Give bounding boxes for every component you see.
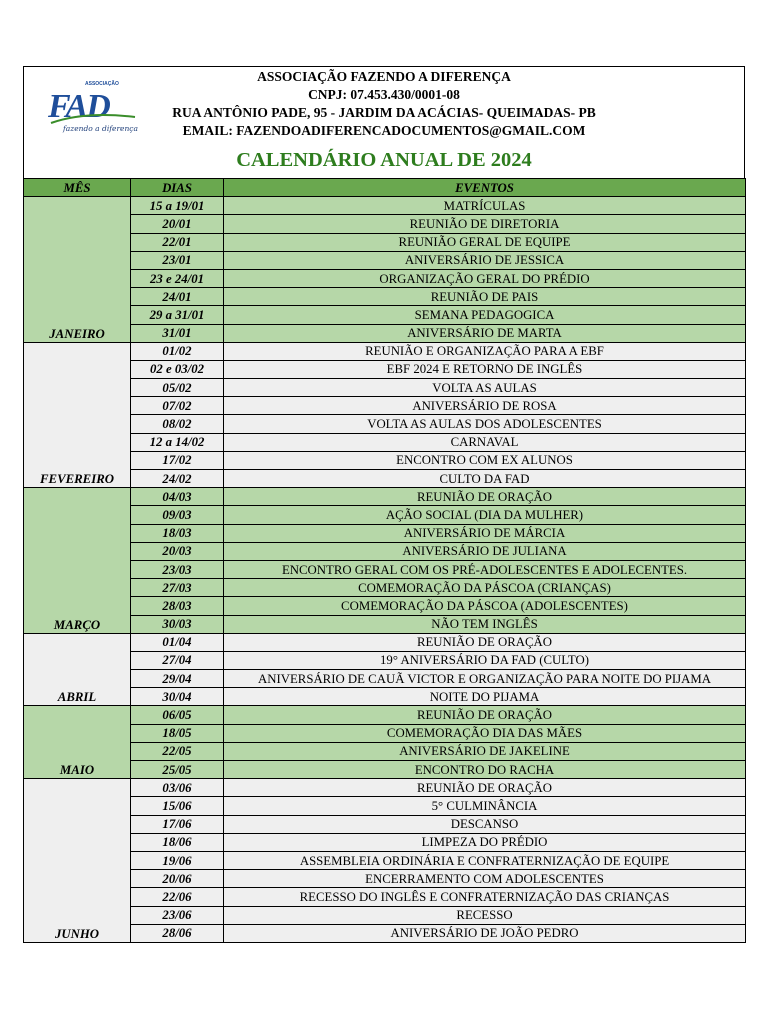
event-cell: ENCONTRO DO RACHA <box>224 761 746 779</box>
org-name: ASSOCIAÇÃO FAZENDO A DIFERENÇA <box>257 69 511 84</box>
table-row <box>24 688 746 706</box>
event-cell: ENCONTRO COM EX ALUNOS <box>224 451 746 469</box>
event-cell: REUNIÃO DE ORAÇÃO <box>224 779 746 797</box>
day-cell: 12 a 14/02 <box>131 433 224 451</box>
table-row <box>24 506 746 524</box>
event-cell: DESCANSO <box>224 815 746 833</box>
day-cell: 24/01 <box>131 288 224 306</box>
event-cell: COMEMORAÇÃO DA PÁSCOA (CRIANÇAS) <box>224 579 746 597</box>
event-cell: NÃO TEM INGLÊS <box>224 615 746 633</box>
day-cell: 20/01 <box>131 215 224 233</box>
column-header-events: EVENTOS <box>224 179 746 197</box>
day-cell: 22/06 <box>131 888 224 906</box>
day-cell: 05/02 <box>131 379 224 397</box>
table-row <box>24 742 746 760</box>
table-row <box>24 633 746 651</box>
day-cell: 17/02 <box>131 451 224 469</box>
table-row <box>24 706 746 724</box>
event-cell: REUNIÃO DE PAIS <box>224 288 746 306</box>
day-cell: 03/06 <box>131 779 224 797</box>
table-row <box>24 651 746 669</box>
table-row <box>24 233 746 251</box>
event-cell: ANIVERSÁRIO DE MÁRCIA <box>224 524 746 542</box>
event-cell: VOLTA AS AULAS DOS ADOLESCENTES <box>224 415 746 433</box>
event-cell: REUNIÃO E ORGANIZAÇÃO PARA A EBF <box>224 342 746 360</box>
day-cell: 20/03 <box>131 542 224 560</box>
day-cell: 17/06 <box>131 815 224 833</box>
org-address: RUA ANTÔNIO PADE, 95 - JARDIM DA ACÁCIAS- QUEIMADAS- PB <box>172 105 596 120</box>
table-row <box>24 324 746 342</box>
event-cell: ANIVERSÁRIO DE MARTA <box>224 324 746 342</box>
table-header-row <box>24 179 746 197</box>
month-cell: FEVEREIRO <box>24 342 131 488</box>
logo-tagline: fazendo a diferença <box>63 124 138 133</box>
event-cell: NOITE DO PIJAMA <box>224 688 746 706</box>
table-row <box>24 615 746 633</box>
event-cell: REUNIÃO DE DIRETORIA <box>224 215 746 233</box>
table-row <box>24 724 746 742</box>
day-cell: 18/06 <box>131 833 224 851</box>
event-cell: RECESSO DO INGLÊS E CONFRATERNIZAÇÃO DAS CRIANÇAS <box>224 888 746 906</box>
event-cell: REUNIÃO DE ORAÇÃO <box>224 633 746 651</box>
month-cell: MAIO <box>24 706 131 779</box>
table-row <box>24 524 746 542</box>
day-cell: 18/05 <box>131 724 224 742</box>
event-cell: SEMANA PEDAGOGICA <box>224 306 746 324</box>
page-title: CALENDÁRIO ANUAL DE 2024 <box>236 149 532 171</box>
logo-top-text: ASSOCIAÇÃO <box>85 81 119 87</box>
calendar-sheet <box>23 66 745 943</box>
month-cell: JUNHO <box>24 779 131 943</box>
day-cell: 23/06 <box>131 906 224 924</box>
day-cell: 18/03 <box>131 524 224 542</box>
table-row <box>24 906 746 924</box>
document-header <box>23 66 745 178</box>
event-cell: ANIVERSÁRIO DE JAKELINE <box>224 742 746 760</box>
column-header-days: DIAS <box>131 179 224 197</box>
table-row <box>24 397 746 415</box>
event-cell: REUNIÃO DE ORAÇÃO <box>224 706 746 724</box>
table-row <box>24 870 746 888</box>
event-cell: AÇÃO SOCIAL (DIA DA MULHER) <box>224 506 746 524</box>
table-row <box>24 797 746 815</box>
table-row <box>24 288 746 306</box>
day-cell: 01/04 <box>131 633 224 651</box>
month-cell: JANEIRO <box>24 197 131 343</box>
table-row <box>24 433 746 451</box>
day-cell: 22/05 <box>131 742 224 760</box>
event-cell: ASSEMBLEIA ORDINÁRIA E CONFRATERNIZAÇÃO DE EQUIPE <box>224 851 746 869</box>
day-cell: 02 e 03/02 <box>131 360 224 378</box>
org-cnpj: CNPJ: 07.453.430/0001-08 <box>308 87 460 102</box>
table-row <box>24 560 746 578</box>
day-cell: 25/05 <box>131 761 224 779</box>
day-cell: 28/06 <box>131 924 224 942</box>
day-cell: 09/03 <box>131 506 224 524</box>
table-row <box>24 451 746 469</box>
day-cell: 29/04 <box>131 670 224 688</box>
event-cell: ORGANIZAÇÃO GERAL DO PRÉDIO <box>224 269 746 287</box>
logo-main-text: FAD <box>48 88 109 125</box>
table-row <box>24 306 746 324</box>
day-cell: 24/02 <box>131 470 224 488</box>
day-cell: 29 a 31/01 <box>131 306 224 324</box>
event-cell: ENCONTRO GERAL COM OS PRÉ-ADOLESCENTES E ADOLECENTES. <box>224 560 746 578</box>
organization-info <box>24 68 744 140</box>
day-cell: 31/01 <box>131 324 224 342</box>
table-row <box>24 470 746 488</box>
table-row <box>24 815 746 833</box>
table-row <box>24 779 746 797</box>
event-cell: REUNIÃO GERAL DE EQUIPE <box>224 233 746 251</box>
table-row <box>24 542 746 560</box>
event-cell: COMEMORAÇÃO DA PÁSCOA (ADOLESCENTES) <box>224 597 746 615</box>
day-cell: 07/02 <box>131 397 224 415</box>
day-cell: 08/02 <box>131 415 224 433</box>
event-cell: 19° ANIVERSÁRIO DA FAD (CULTO) <box>224 651 746 669</box>
events-table <box>23 178 746 943</box>
table-row <box>24 215 746 233</box>
event-cell: ANIVERSÁRIO DE JULIANA <box>224 542 746 560</box>
event-cell: CULTO DA FAD <box>224 470 746 488</box>
day-cell: 04/03 <box>131 488 224 506</box>
day-cell: 19/06 <box>131 851 224 869</box>
org-email: EMAIL: FAZENDOADIFERENCADOCUMENTOS@GMAIL.COM <box>182 123 586 138</box>
event-cell: ANIVERSÁRIO DE ROSA <box>224 397 746 415</box>
event-cell: MATRÍCULAS <box>224 197 746 215</box>
table-row <box>24 269 746 287</box>
event-cell: REUNIÃO DE ORAÇÃO <box>224 488 746 506</box>
table-row <box>24 888 746 906</box>
event-cell: COMEMORAÇÃO DIA DAS MÃES <box>224 724 746 742</box>
day-cell: 28/03 <box>131 597 224 615</box>
event-cell: ANIVERSÁRIO DE JESSICA <box>224 251 746 269</box>
event-cell: ENCERRAMENTO COM ADOLESCENTES <box>224 870 746 888</box>
table-row <box>24 251 746 269</box>
day-cell: 20/06 <box>131 870 224 888</box>
day-cell: 22/01 <box>131 233 224 251</box>
day-cell: 27/04 <box>131 651 224 669</box>
month-cell: ABRIL <box>24 633 131 706</box>
table-row <box>24 670 746 688</box>
day-cell: 01/02 <box>131 342 224 360</box>
table-row <box>24 833 746 851</box>
table-row <box>24 488 746 506</box>
table-row <box>24 342 746 360</box>
table-row <box>24 379 746 397</box>
day-cell: 23/01 <box>131 251 224 269</box>
day-cell: 23/03 <box>131 560 224 578</box>
month-cell: MARÇO <box>24 488 131 634</box>
column-header-month: MÊS <box>24 179 131 197</box>
table-row <box>24 579 746 597</box>
table-row <box>24 761 746 779</box>
event-cell: RECESSO <box>224 906 746 924</box>
day-cell: 27/03 <box>131 579 224 597</box>
table-row <box>24 597 746 615</box>
day-cell: 30/04 <box>131 688 224 706</box>
table-row <box>24 360 746 378</box>
event-cell: LIMPEZA DO PRÉDIO <box>224 833 746 851</box>
event-cell: VOLTA AS AULAS <box>224 379 746 397</box>
event-cell: CARNAVAL <box>224 433 746 451</box>
day-cell: 06/05 <box>131 706 224 724</box>
day-cell: 30/03 <box>131 615 224 633</box>
day-cell: 15 a 19/01 <box>131 197 224 215</box>
day-cell: 23 e 24/01 <box>131 269 224 287</box>
event-cell: 5° CULMINÂNCIA <box>224 797 746 815</box>
day-cell: 15/06 <box>131 797 224 815</box>
table-row <box>24 197 746 215</box>
event-cell: EBF 2024 E RETORNO DE INGLÊS <box>224 360 746 378</box>
event-cell: ANIVERSÁRIO DE CAUÃ VICTOR E ORGANIZAÇÃO PARA NOITE DO PIJAMA <box>224 670 746 688</box>
table-row <box>24 924 746 942</box>
event-cell: ANIVERSÁRIO DE JOÃO PEDRO <box>224 924 746 942</box>
table-row <box>24 415 746 433</box>
table-row <box>24 851 746 869</box>
